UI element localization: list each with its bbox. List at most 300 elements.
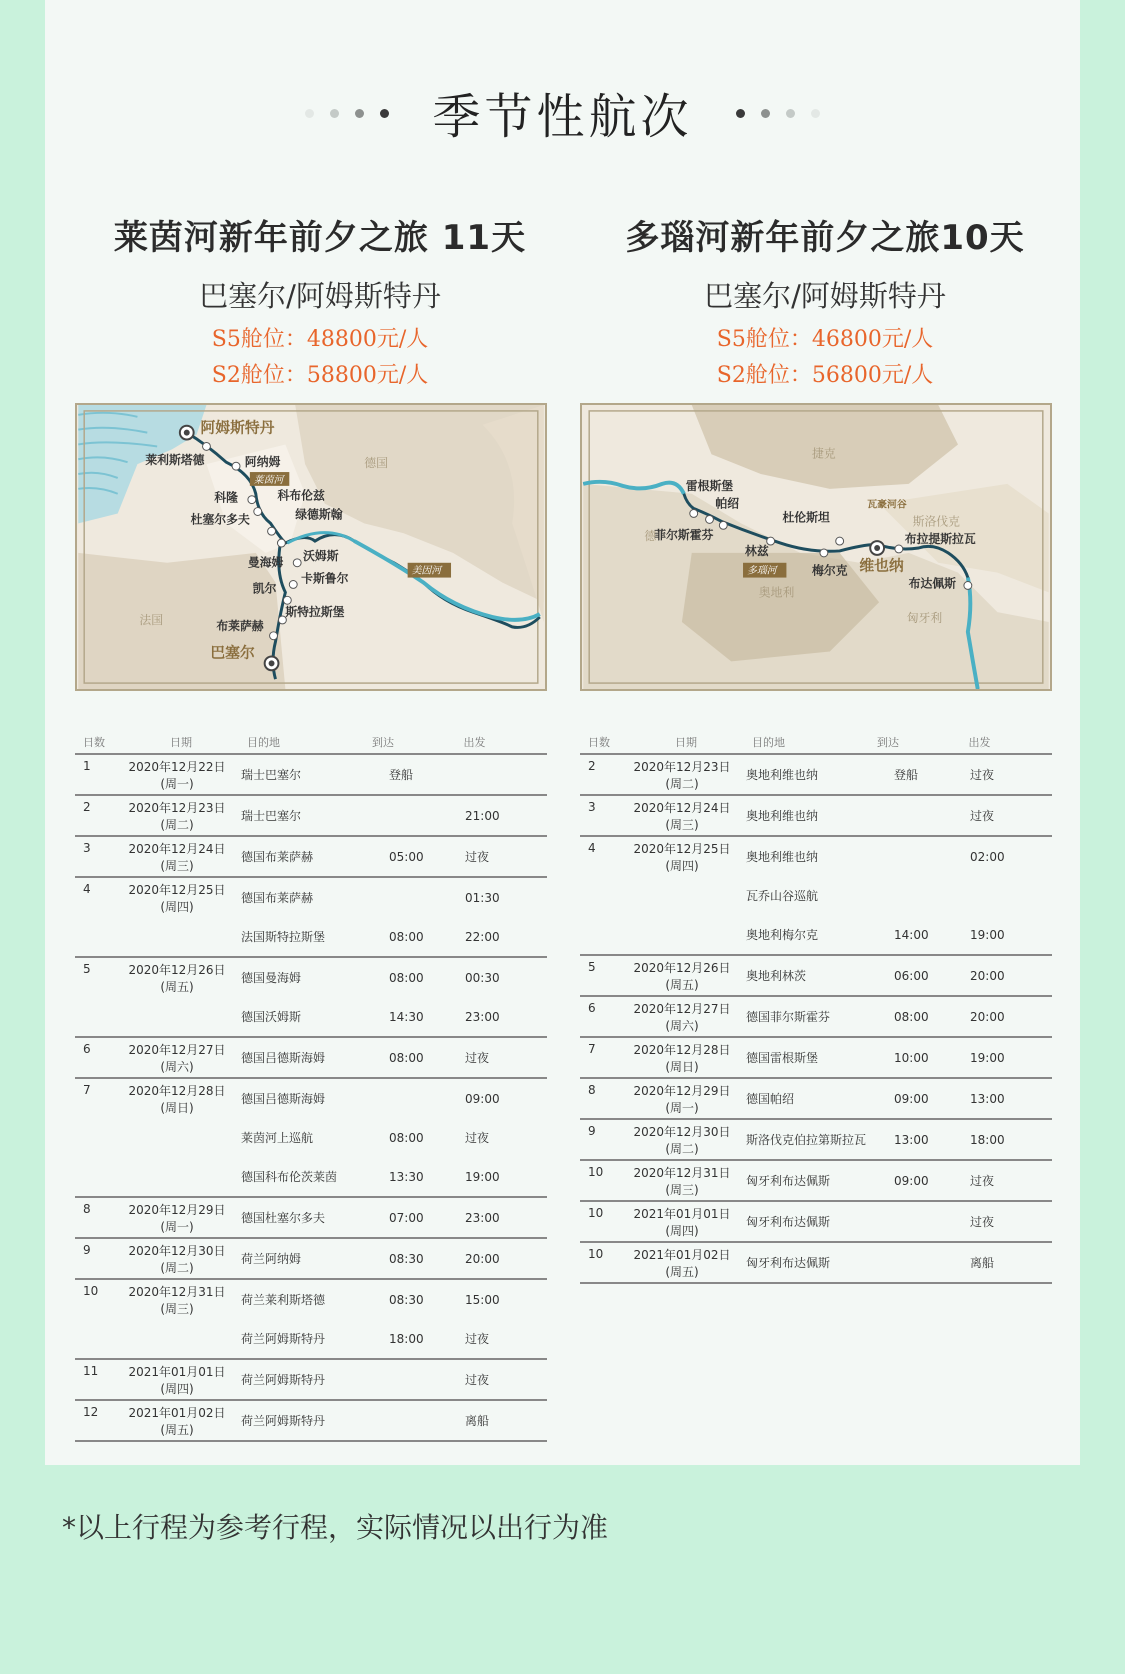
table-row: [580, 1078, 1052, 1119]
table-row: [75, 795, 547, 836]
stop-entry: [744, 796, 1052, 835]
map-label-linz: 林兹: [745, 543, 769, 558]
date-text: 2020年12月26日: [633, 961, 731, 975]
stop-arr: 07:00: [389, 1210, 424, 1225]
stop-dep: 21:00: [465, 808, 500, 823]
col-header-date: 日期: [115, 730, 239, 754]
cell-date: [620, 1201, 744, 1242]
stop-entry: [744, 1243, 1052, 1282]
col-header-depart: 出发: [455, 730, 547, 754]
map-label-lelystad: 莱利斯塔德: [145, 453, 205, 468]
cell-date: [115, 1238, 239, 1279]
weekday-text: (周二): [665, 1142, 699, 1156]
cell-stops: [744, 1201, 1052, 1242]
col-header-depart: 出发: [960, 730, 1052, 754]
col-header-destination: 目的地: [239, 730, 364, 754]
cell-date: [620, 754, 744, 795]
stop-dest: 德国科布伦茨莱茵: [241, 1170, 338, 1184]
cell-stops: [744, 1078, 1052, 1119]
cell-date: [620, 836, 744, 955]
date-text: 2020年12月23日: [128, 801, 226, 815]
stop-entry: [239, 958, 547, 997]
cell-date: [115, 1359, 239, 1400]
rhine-price-s5: S5舱位：48800元/人: [211, 327, 429, 352]
cell-day: 10: [75, 1279, 115, 1359]
weekday-text: (周三): [665, 818, 699, 832]
weekday-text: (周日): [160, 1101, 194, 1115]
stop-dest: 荷兰阿纳姆: [241, 1252, 302, 1266]
weekday-text: (周四): [160, 1382, 194, 1396]
rhine-itinerary-table: [75, 730, 547, 1442]
stop-dep: 19:00: [970, 1050, 1005, 1065]
cell-day: 2: [75, 795, 115, 836]
cell-stops: [239, 1197, 547, 1238]
cell-date: [115, 836, 239, 877]
date-text: 2020年12月25日: [128, 883, 226, 897]
col-header-day: 日数: [75, 730, 115, 754]
stop-dep: 23:00: [465, 1210, 500, 1225]
stop-dep: 18:00: [970, 1132, 1005, 1147]
cell-stops: [239, 1279, 547, 1359]
weekday-text: (周一): [160, 777, 194, 791]
stop-dest: 德国吕德斯海姆: [241, 1092, 326, 1106]
date-text: 2020年12月28日: [128, 1084, 226, 1098]
map-label-slovakia: 斯洛伐克: [912, 514, 960, 529]
map-label-wachau: 瓦豪河谷: [867, 499, 907, 511]
col-header-day: 日数: [580, 730, 620, 754]
date-text: 2020年12月29日: [633, 1084, 731, 1098]
stop-entry: [239, 1038, 547, 1077]
stop-entry: [744, 1038, 1052, 1077]
stop-arr: 08:30: [389, 1251, 424, 1266]
stop-dest: 德国杜塞尔多夫: [241, 1211, 326, 1225]
stop-arr: 09:00: [894, 1173, 929, 1188]
rhine-price-s2: S2舱位：58800元/人: [211, 363, 429, 388]
stop-dest: 德国菲尔斯霍芬: [746, 1010, 831, 1024]
decor-dots-right: [728, 103, 828, 122]
weekday-text: (周二): [160, 1261, 194, 1275]
date-text: 2021年01月01日: [128, 1365, 226, 1379]
cell-day: 10: [580, 1160, 620, 1201]
cell-date: [620, 1119, 744, 1160]
cell-date: [115, 957, 239, 1037]
date-text: 2020年12月24日: [128, 842, 226, 856]
rhine-route-map: [75, 403, 547, 691]
stop-dep: 00:30: [465, 970, 500, 985]
cell-stops: [239, 1037, 547, 1078]
stop-dep: 过夜: [465, 850, 490, 864]
cell-stops: [744, 955, 1052, 996]
stop-arr: 18:00: [389, 1331, 424, 1346]
stop-dep: 23:00: [465, 1009, 500, 1024]
weekday-text: (周六): [160, 1060, 194, 1074]
cell-date: [115, 1078, 239, 1197]
stop-entry: [744, 876, 1052, 915]
cell-stops: [744, 754, 1052, 795]
footnote: *以上行程为参考行程，实际情况以出行为准: [62, 1511, 609, 1544]
rhine-map-svg: [77, 405, 545, 689]
date-text: 2020年12月27日: [128, 1043, 226, 1057]
stop-arr: 13:00: [894, 1132, 929, 1147]
stop-entry: [239, 796, 547, 835]
cell-stops: [239, 754, 547, 795]
stop-dest: 德国雷根斯堡: [746, 1051, 819, 1065]
cell-stops: [239, 1400, 547, 1441]
weekday-text: (周五): [160, 980, 194, 994]
table-row: [75, 1037, 547, 1078]
map-label-rhine: 莱茵河: [253, 474, 284, 486]
cell-stops: [239, 1238, 547, 1279]
stop-dest: 荷兰阿姆斯特丹: [241, 1332, 326, 1346]
stop-entry: [239, 1401, 547, 1440]
stop-dest: 匈牙利布达佩斯: [746, 1174, 831, 1188]
date-text: 2020年12月31日: [128, 1285, 226, 1299]
content-card: [45, 0, 1080, 1465]
cell-day: 4: [580, 836, 620, 955]
stop-dest: 奥地利梅尔克: [746, 928, 819, 942]
date-text: 2021年01月02日: [633, 1248, 731, 1262]
cell-stops: [744, 1037, 1052, 1078]
cell-day: 5: [75, 957, 115, 1037]
map-label-czech: 捷克: [812, 446, 836, 461]
weekday-text: (周三): [665, 1183, 699, 1197]
stop-arr: 08:00: [389, 1130, 424, 1145]
stop-dest: 瓦乔山谷巡航: [746, 889, 819, 903]
rhine-cruise-title: 莱茵河新年前夕之旅 11天: [113, 218, 527, 258]
cell-day: 9: [580, 1119, 620, 1160]
col-header-destination: 目的地: [744, 730, 869, 754]
stop-dep: 离船: [465, 1414, 490, 1428]
weekday-text: (周一): [160, 1220, 194, 1234]
stop-dest: 奥地利林茨: [746, 969, 807, 983]
cell-day: 10: [580, 1242, 620, 1283]
stop-arr: 06:00: [894, 968, 929, 983]
weekday-text: (周三): [160, 859, 194, 873]
cell-date: [115, 1279, 239, 1359]
table-row: [75, 754, 547, 795]
stop-entry: [239, 1118, 547, 1157]
cell-day: 6: [580, 996, 620, 1037]
table-row: [580, 1119, 1052, 1160]
stop-arr: 登船: [389, 768, 414, 782]
map-label-hungary: 匈牙利: [906, 610, 943, 625]
stop-dep: 过夜: [465, 1332, 490, 1346]
cell-date: [115, 1197, 239, 1238]
table-row: [75, 877, 547, 957]
stop-dest: 奥地利维也纳: [746, 850, 819, 864]
weekday-text: (周四): [665, 859, 699, 873]
stop-dest: 德国布莱萨赫: [241, 850, 314, 864]
cell-date: [620, 1037, 744, 1078]
stop-entry: [744, 1079, 1052, 1118]
table-row: [580, 1160, 1052, 1201]
weekday-text: (周二): [160, 818, 194, 832]
cell-date: [115, 1400, 239, 1441]
stop-dest: 德国吕德斯海姆: [241, 1051, 326, 1065]
cell-date: [620, 1242, 744, 1283]
date-text: 2020年12月24日: [633, 801, 731, 815]
stop-dest: 奥地利维也纳: [746, 809, 819, 823]
weekday-text: (周五): [665, 1265, 699, 1279]
stop-entry: [239, 878, 547, 917]
stop-dep: 19:00: [970, 927, 1005, 942]
date-text: 2021年01月02日: [128, 1406, 226, 1420]
stop-arr: 14:00: [894, 927, 929, 942]
stop-dest: 瑞士巴塞尔: [241, 809, 302, 823]
table-row: [580, 1242, 1052, 1283]
danube-route: 巴塞尔/阿姆斯特丹: [704, 279, 946, 313]
stop-dest: 荷兰莱利斯塔德: [241, 1293, 326, 1307]
map-label-duesseldorf: 杜塞尔多夫: [190, 512, 250, 527]
stop-dep: 过夜: [465, 1131, 490, 1145]
cell-stops: [744, 1242, 1052, 1283]
cell-day: 10: [580, 1201, 620, 1242]
weekday-text: (周日): [665, 1060, 699, 1074]
map-label-koblenz: 科布伦兹: [277, 488, 325, 503]
map-label-basel: 巴塞尔: [210, 644, 255, 662]
stop-arr: 08:00: [894, 1009, 929, 1024]
table-row: [580, 795, 1052, 836]
stop-arr: 08:30: [389, 1292, 424, 1307]
stop-dep: 20:00: [465, 1251, 500, 1266]
table-row: [580, 1201, 1052, 1242]
table-row: [580, 1037, 1052, 1078]
stop-dep: 过夜: [465, 1373, 490, 1387]
table-row: [580, 955, 1052, 996]
cell-day: 3: [580, 795, 620, 836]
map-label-vienna: 维也纳: [859, 557, 904, 575]
cell-date: [620, 996, 744, 1037]
map-label-breisach: 布莱萨赫: [216, 618, 264, 633]
map-label-ruedesheim: 绿德斯翰: [295, 507, 343, 522]
stop-dest: 莱茵河上巡航: [241, 1131, 314, 1145]
table-row: [75, 1400, 547, 1441]
stop-dest: 荷兰阿姆斯特丹: [241, 1414, 326, 1428]
cell-date: [620, 795, 744, 836]
stop-arr: 09:00: [894, 1091, 929, 1106]
danube-itinerary-table: [580, 730, 1052, 1284]
map-label-regensburg: 雷根斯堡: [685, 478, 734, 493]
cell-date: [115, 795, 239, 836]
cell-stops: [744, 1119, 1052, 1160]
date-text: 2020年12月22日: [128, 760, 226, 774]
cell-stops: [744, 996, 1052, 1037]
table-row: [580, 836, 1052, 955]
cell-stops: [744, 1160, 1052, 1201]
danube-price-s5: S5舱位：46800元/人: [716, 327, 934, 352]
cell-date: [115, 877, 239, 957]
cell-day: 11: [75, 1359, 115, 1400]
weekday-text: (周三): [160, 1302, 194, 1316]
stop-dep: 过夜: [970, 809, 995, 823]
stop-dep: 离船: [970, 1256, 995, 1270]
cell-day: 12: [75, 1400, 115, 1441]
cell-date: [620, 1160, 744, 1201]
stop-entry: [239, 1280, 547, 1319]
stop-arr: 05:00: [389, 849, 424, 864]
stop-dep: 过夜: [465, 1051, 490, 1065]
stop-entry: [744, 915, 1052, 954]
stop-entry: [744, 1161, 1052, 1200]
stop-dep: 09:00: [465, 1091, 500, 1106]
date-text: 2021年01月01日: [633, 1207, 731, 1221]
stop-entry: [239, 1360, 547, 1399]
stop-entry: [744, 837, 1052, 876]
cell-stops: [239, 957, 547, 1037]
col-header-arrive: 到达: [364, 730, 455, 754]
stop-dep: 01:30: [465, 890, 500, 905]
date-text: 2020年12月27日: [633, 1002, 731, 1016]
table-header-row: [75, 730, 547, 754]
map-label-duernstein: 杜伦斯坦: [782, 510, 830, 525]
decor-dots-left: [297, 103, 397, 122]
cell-day: 7: [580, 1037, 620, 1078]
stop-dep: 02:00: [970, 849, 1005, 864]
date-text: 2020年12月30日: [128, 1244, 226, 1258]
stop-dest: 匈牙利布达佩斯: [746, 1256, 831, 1270]
map-label-melk: 梅尔克: [812, 563, 848, 578]
weekday-text: (周四): [665, 1224, 699, 1238]
map-label-france: 法国: [139, 612, 164, 627]
table-row: [75, 1359, 547, 1400]
stop-entry: [744, 755, 1052, 794]
danube-map-svg: [582, 405, 1050, 689]
stop-dep: 15:00: [465, 1292, 500, 1307]
cell-day: 6: [75, 1037, 115, 1078]
table-row: [75, 1078, 547, 1197]
map-label-austria: 奥地利: [758, 585, 795, 600]
stop-entry: [239, 837, 547, 876]
map-label-budapest: 布达佩斯: [908, 576, 957, 591]
danube-price-s2: S2舱位：56800元/人: [716, 363, 934, 388]
table-row: [75, 1279, 547, 1359]
cell-day: 5: [580, 955, 620, 996]
stop-dep: 22:00: [465, 929, 500, 944]
cell-day: 9: [75, 1238, 115, 1279]
stop-entry: [744, 956, 1052, 995]
table-row: [75, 1197, 547, 1238]
stop-dep: 过夜: [970, 1215, 995, 1229]
map-label-germany-short: 德: [644, 529, 657, 544]
stop-arr: 10:00: [894, 1050, 929, 1065]
table-row: [580, 996, 1052, 1037]
stop-entry: [239, 1198, 547, 1237]
cell-date: [620, 955, 744, 996]
stop-arr: 14:30: [389, 1009, 424, 1024]
cell-date: [115, 1037, 239, 1078]
cell-stops: [239, 836, 547, 877]
weekday-text: (周四): [160, 900, 194, 914]
stop-dest: 德国曼海姆: [241, 971, 302, 985]
table-header-row: [580, 730, 1052, 754]
stop-entry: [239, 1079, 547, 1118]
stop-dep: 过夜: [970, 768, 995, 782]
col-header-date: 日期: [620, 730, 744, 754]
weekday-text: (周二): [665, 777, 699, 791]
stop-dest: 奥地利维也纳: [746, 768, 819, 782]
date-text: 2020年12月30日: [633, 1125, 731, 1139]
cell-day: 7: [75, 1078, 115, 1197]
weekday-text: (周五): [665, 978, 699, 992]
col-header-arrive: 到达: [869, 730, 960, 754]
cell-date: [115, 754, 239, 795]
cell-day: 2: [580, 754, 620, 795]
stop-dest: 德国沃姆斯: [241, 1010, 302, 1024]
table-row: [75, 957, 547, 1037]
map-label-vilshofen: 菲尔斯霍芬: [654, 528, 714, 543]
stop-entry: [744, 997, 1052, 1036]
cell-stops: [239, 1359, 547, 1400]
stop-arr: 08:00: [389, 929, 424, 944]
cell-stops: [239, 795, 547, 836]
stop-entry: [744, 1120, 1052, 1159]
stop-dest: 匈牙利布达佩斯: [746, 1215, 831, 1229]
stop-dest: 法国斯特拉斯堡: [241, 930, 326, 944]
date-text: 2020年12月26日: [128, 963, 226, 977]
stop-dest: 德国帕绍: [746, 1092, 795, 1106]
stop-dep: 20:00: [970, 1009, 1005, 1024]
map-label-bratislava: 布拉提斯拉瓦: [904, 532, 976, 547]
map-label-koeln: 科隆: [214, 490, 239, 505]
cell-stops: [744, 795, 1052, 836]
map-label-germany: 德国: [364, 456, 388, 471]
table-row: [75, 1238, 547, 1279]
map-label-passau: 帕绍: [715, 496, 740, 511]
stop-arr: 08:00: [389, 1050, 424, 1065]
stop-dest: 瑞士巴塞尔: [241, 768, 302, 782]
cell-day: 3: [75, 836, 115, 877]
weekday-text: (周五): [160, 1423, 194, 1437]
stop-arr: 登船: [894, 768, 919, 782]
danube-route-map: [580, 403, 1052, 691]
stop-entry: [239, 997, 547, 1036]
date-text: 2020年12月28日: [633, 1043, 731, 1057]
map-label-danube: 多瑙河: [746, 565, 777, 577]
stop-arr: 13:30: [389, 1169, 424, 1184]
stop-entry: [239, 1239, 547, 1278]
rhine-route: 巴塞尔/阿姆斯特丹: [199, 279, 441, 313]
cell-day: 8: [580, 1078, 620, 1119]
stop-entry: [239, 755, 547, 794]
map-label-main: 美因河: [411, 565, 442, 577]
stop-dep: 13:00: [970, 1091, 1005, 1106]
danube-cruise-title: 多瑙河新年前夕之旅10天: [625, 218, 1025, 258]
table-row: [75, 836, 547, 877]
stop-entry: [239, 917, 547, 956]
map-label-arnhem: 阿纳姆: [244, 455, 281, 470]
cell-stops: [744, 836, 1052, 955]
cell-date: [620, 1078, 744, 1119]
map-label-worms: 沃姆斯: [303, 548, 339, 563]
stop-entry: [239, 1157, 547, 1196]
stop-dest: 斯洛伐克伯拉第斯拉瓦: [746, 1133, 867, 1147]
stop-entry: [239, 1319, 547, 1358]
map-label-mannheim: 曼海姆: [247, 555, 284, 570]
cell-stops: [239, 877, 547, 957]
map-label-kehl: 凯尔: [252, 581, 277, 596]
stop-dep: 过夜: [970, 1174, 995, 1188]
stop-dest: 德国布莱萨赫: [241, 891, 314, 905]
stop-dep: 19:00: [465, 1169, 500, 1184]
stop-dest: 荷兰阿姆斯特丹: [241, 1373, 326, 1387]
weekday-text: (周一): [665, 1101, 699, 1115]
stop-arr: 08:00: [389, 970, 424, 985]
table-row: [580, 754, 1052, 795]
date-text: 2020年12月29日: [128, 1203, 226, 1217]
map-label-strasbourg: 斯特拉斯堡: [285, 605, 345, 620]
weekday-text: (周六): [665, 1019, 699, 1033]
cell-day: 1: [75, 754, 115, 795]
